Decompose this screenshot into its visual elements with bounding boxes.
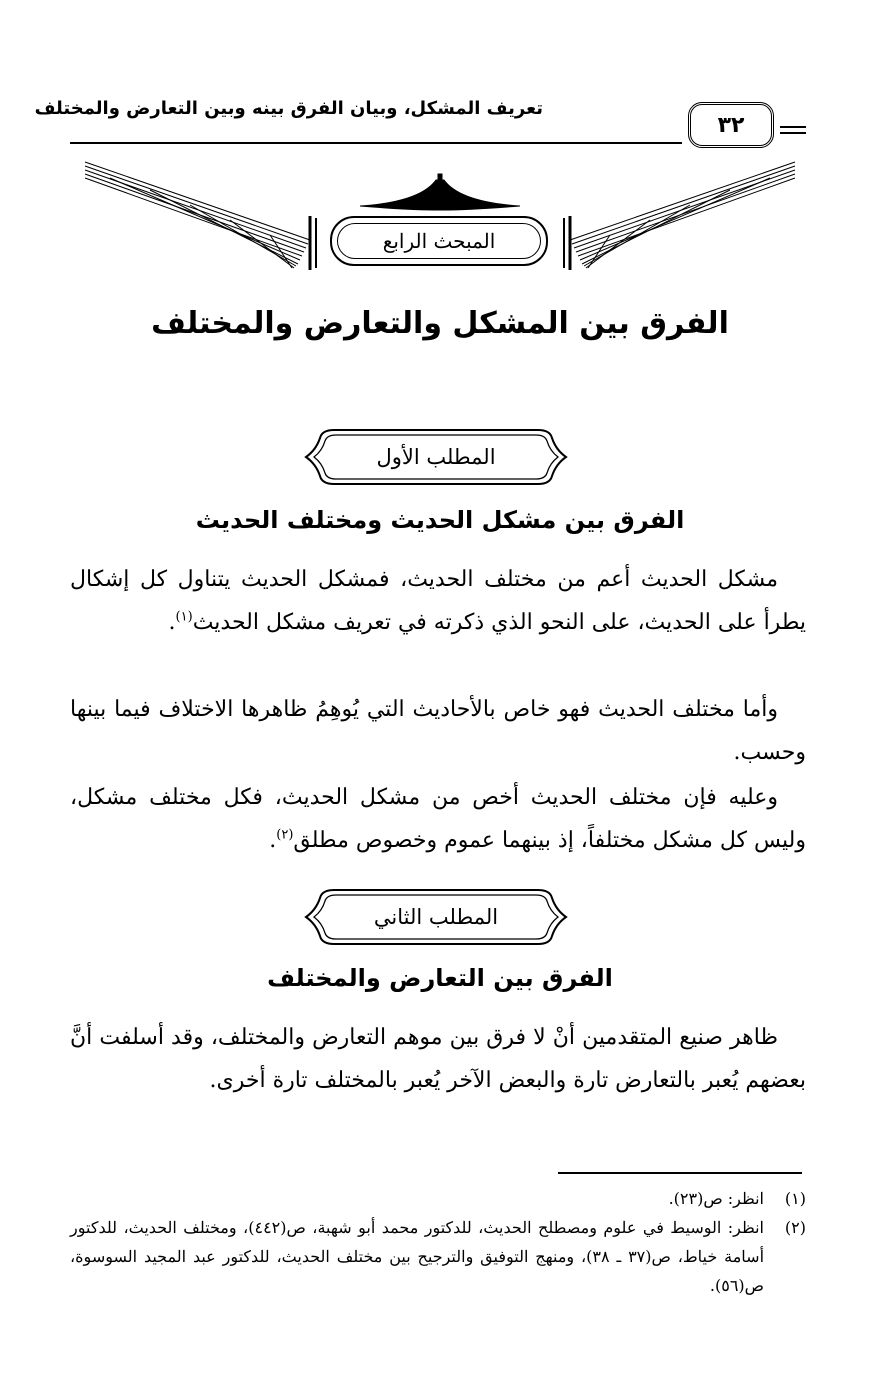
page-number: ٣٢: [717, 112, 745, 138]
footnote-number: (١): [784, 1189, 806, 1208]
section-label: المبحث الرابع: [382, 229, 496, 253]
right-fan-ornament: [564, 162, 795, 270]
footnote-text: انظر: ص(٢٣).: [668, 1189, 764, 1208]
subsection-label-1: المطلب الأول: [376, 445, 496, 469]
paragraph-1: [70, 558, 806, 644]
footnote-2: [70, 1213, 806, 1300]
paragraph-4-text: ظاهر صنيع المتقدمين أنْ لا فرق بين موهم التعارض والمختلف، وقد أسلفت أنَّ بعضهم يُعبر بالتعارض تارة والبعض الآخر يُعبر بالمختلف تارة أخرى.: [70, 1025, 806, 1093]
running-header-title: تعريف المشكل، وبيان الفرق بينه وبين التعارض والمختلف: [34, 98, 543, 119]
footnote-text: انظر: الوسيط في علوم ومصطلح الحديث، للدكتور محمد أبو شهبة، ص(٤٤٢)، ومختلف الحديث، للدكتور أسامة خياط، ص(٣٧ ـ ٣٨)، ومنهج التوفيق والترجيح بين مختلف الحديث، للدكتور عبد المجيد السوسوة، ص(٥٦).: [70, 1218, 765, 1295]
header-rule: [70, 142, 682, 144]
footnote-number: (٢): [784, 1218, 806, 1237]
footnote-separator: [558, 1172, 802, 1174]
header-rule-right: [780, 126, 806, 128]
paragraph-3: [70, 776, 806, 862]
subsection-label-2: المطلب الثاني: [373, 905, 499, 929]
paragraph-3-text: وعليه فإن مختلف الحديث أخص من مشكل الحديث، فكل مختلف مشكل، وليس كل مشكل مختلفاً، إذ بينهما عموم وخصوص مطلق: [70, 785, 806, 853]
paragraph-2-text: وأما مختلف الحديث فهو خاص بالأحاديث التي يُوهِمُ ظاهرها الاختلاف فيما بينها وحسب.: [70, 697, 806, 765]
left-fan-ornament: [85, 162, 316, 270]
page-number-badge: [688, 102, 774, 148]
header-rule-right-lower: [780, 132, 806, 134]
section-title: الفرق بين المشكل والتعارض والمختلف: [151, 306, 729, 341]
subsection-title-1: الفرق بين مشكل الحديث ومختلف الحديث: [195, 506, 685, 534]
footnote-ref-1[interactable]: (١): [175, 609, 193, 625]
paragraph-2: [70, 688, 806, 774]
subsection-title-2: الفرق بين التعارض والمختلف: [267, 964, 613, 992]
footnote-ref-2[interactable]: (٢): [276, 827, 294, 843]
footnote-1: [70, 1184, 806, 1213]
paragraph-3-end: .: [269, 828, 277, 853]
paragraph-1-text: مشكل الحديث أعم من مختلف الحديث، فمشكل الحديث يتناول كل إشكال يطرأ على الحديث، على النحو الذي ذكرته في تعريف مشكل الحديث: [70, 567, 806, 635]
top-spire-ornament: [360, 174, 520, 210]
paragraph-1-end: .: [168, 610, 176, 635]
footnotes: [70, 1184, 806, 1300]
paragraph-4: [70, 1016, 806, 1102]
